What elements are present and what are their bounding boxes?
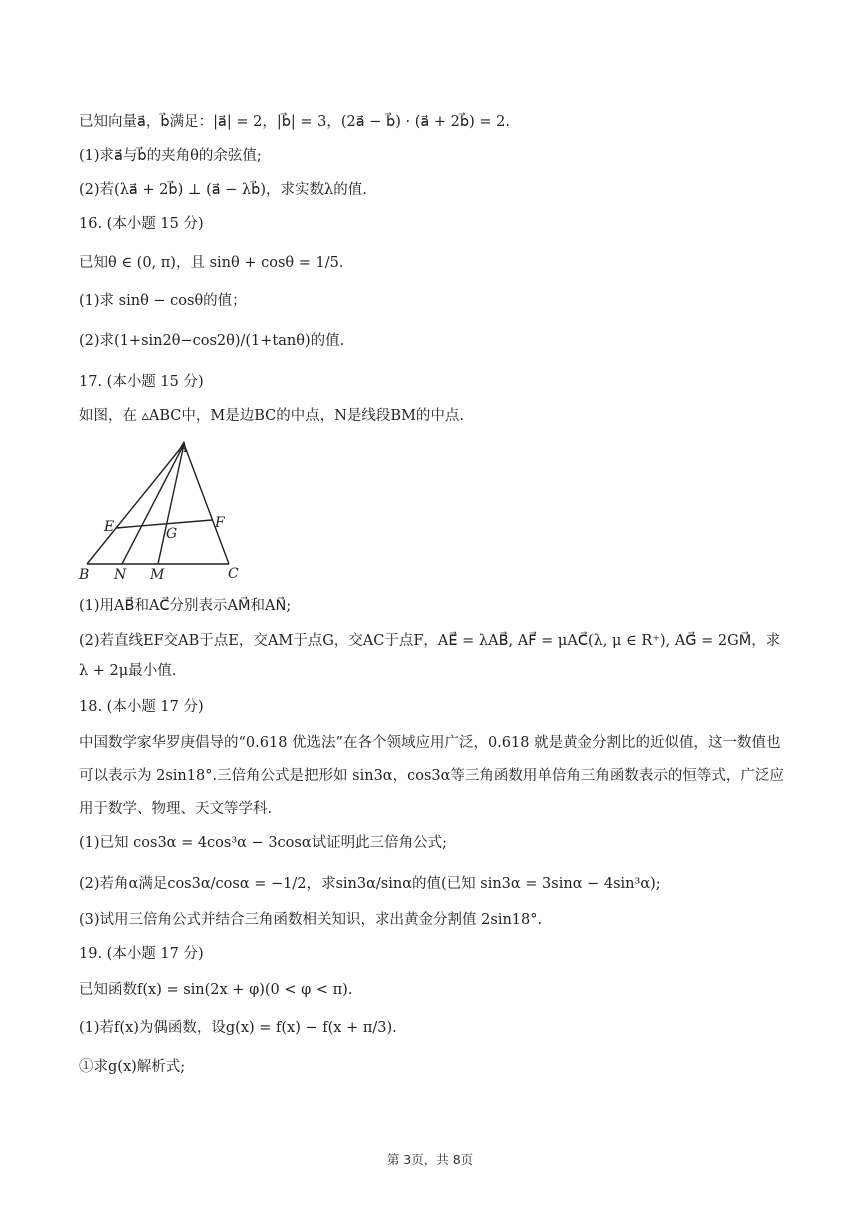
page-footer: 第 3页，共 8页 bbox=[386, 1152, 474, 1167]
q18-part1: (1)已知 cos3α = 4cos³α − 3cosα试证明此三倍角公式; bbox=[79, 835, 448, 851]
label-f: F bbox=[215, 515, 225, 531]
q18-heading: 18. (本小题 17 分) bbox=[79, 699, 204, 715]
segment-ef bbox=[116, 520, 212, 528]
side-ab bbox=[87, 444, 184, 564]
label-m: M bbox=[150, 567, 165, 583]
q19-part1: (1)若f(x)为偶函数，设g(x) = f(x) − f(x + π/3). bbox=[79, 1020, 397, 1036]
label-c: C bbox=[228, 566, 239, 582]
q19-heading: 19. (本小题 17 分) bbox=[79, 946, 204, 962]
q15-part1: (1)求a⃗与b⃗的夹角θ的余弦值; bbox=[79, 148, 262, 164]
q19-part1-subitem: ①求g(x)解析式; bbox=[79, 1059, 186, 1075]
q18-stem: 中国数学家华罗庚倡导的“0.618 优选法”在各个领域应用广泛，0.618 就是黄金分割比的近似值，这一数值也可以表示为 2sin18°.三倍角公式是把形如 sin3α，cos3α等三角函数用单倍角三角函数表示的恒等式，广泛应用于数学、物理、天文等学科. bbox=[79, 735, 784, 817]
q17-heading: 17. (本小题 15 分) bbox=[79, 374, 204, 390]
q16-part2: (2)求(1+sin2θ−cos2θ)/(1+tanθ)的值. bbox=[79, 333, 345, 349]
label-e: E bbox=[104, 519, 115, 535]
segment-an bbox=[122, 444, 184, 564]
triangle-figure bbox=[76, 438, 246, 584]
q16-part1: (1)求 sinθ − cosθ的值； bbox=[79, 293, 247, 309]
q15-part2: (2)若(λa⃗ + 2b⃗) ⊥ (a⃗ − λb⃗)，求实数λ的值. bbox=[79, 182, 367, 198]
q18-part3: (3)试用三倍角公式并结合三角函数相关知识，求出黄金分割值 2sin18°. bbox=[79, 912, 543, 928]
q17-part2: (2)若直线EF交AB于点E，交AM于点G，交AC于点F，AE⃗ = λAB⃗, AF⃗ = μAC⃗(λ, μ ∈ R⁺), AG⃗ = 2GM⃗，求λ + 2μ最小值. bbox=[79, 633, 781, 679]
q16-heading: 16. (本小题 15 分) bbox=[79, 216, 204, 232]
q19-stem: 已知函数f(x) = sin(2x + φ)(0 < φ < π). bbox=[79, 982, 353, 998]
q16-stem: 已知θ ∈ (0, π)，且 sinθ + cosθ = 1/5. bbox=[79, 255, 344, 271]
label-n: N bbox=[114, 567, 127, 583]
q15-stem: 已知向量a⃗，b⃗满足：|a⃗| = 2，|b⃗| = 3，(2a⃗ − b⃗) · (a⃗ + 2b⃗) = 2. bbox=[79, 114, 510, 130]
label-g: G bbox=[166, 526, 178, 542]
side-ac bbox=[184, 444, 229, 564]
label-b: B bbox=[79, 567, 90, 583]
median-am bbox=[158, 444, 184, 564]
q18-part2: (2)若角α满足cos3α/cosα = −1/2，求sin3α/sinα的值(已知 sin3α = 3sinα − 4sin³α); bbox=[79, 876, 661, 892]
q17-part1: (1)用AB⃗和AC⃗分别表示AM⃗和AN⃗; bbox=[79, 598, 292, 614]
label-a: A bbox=[178, 440, 189, 456]
q17-stem: 如图，在 ▵ABC中，M是边BC的中点，N是线段BM的中点. bbox=[79, 408, 465, 424]
